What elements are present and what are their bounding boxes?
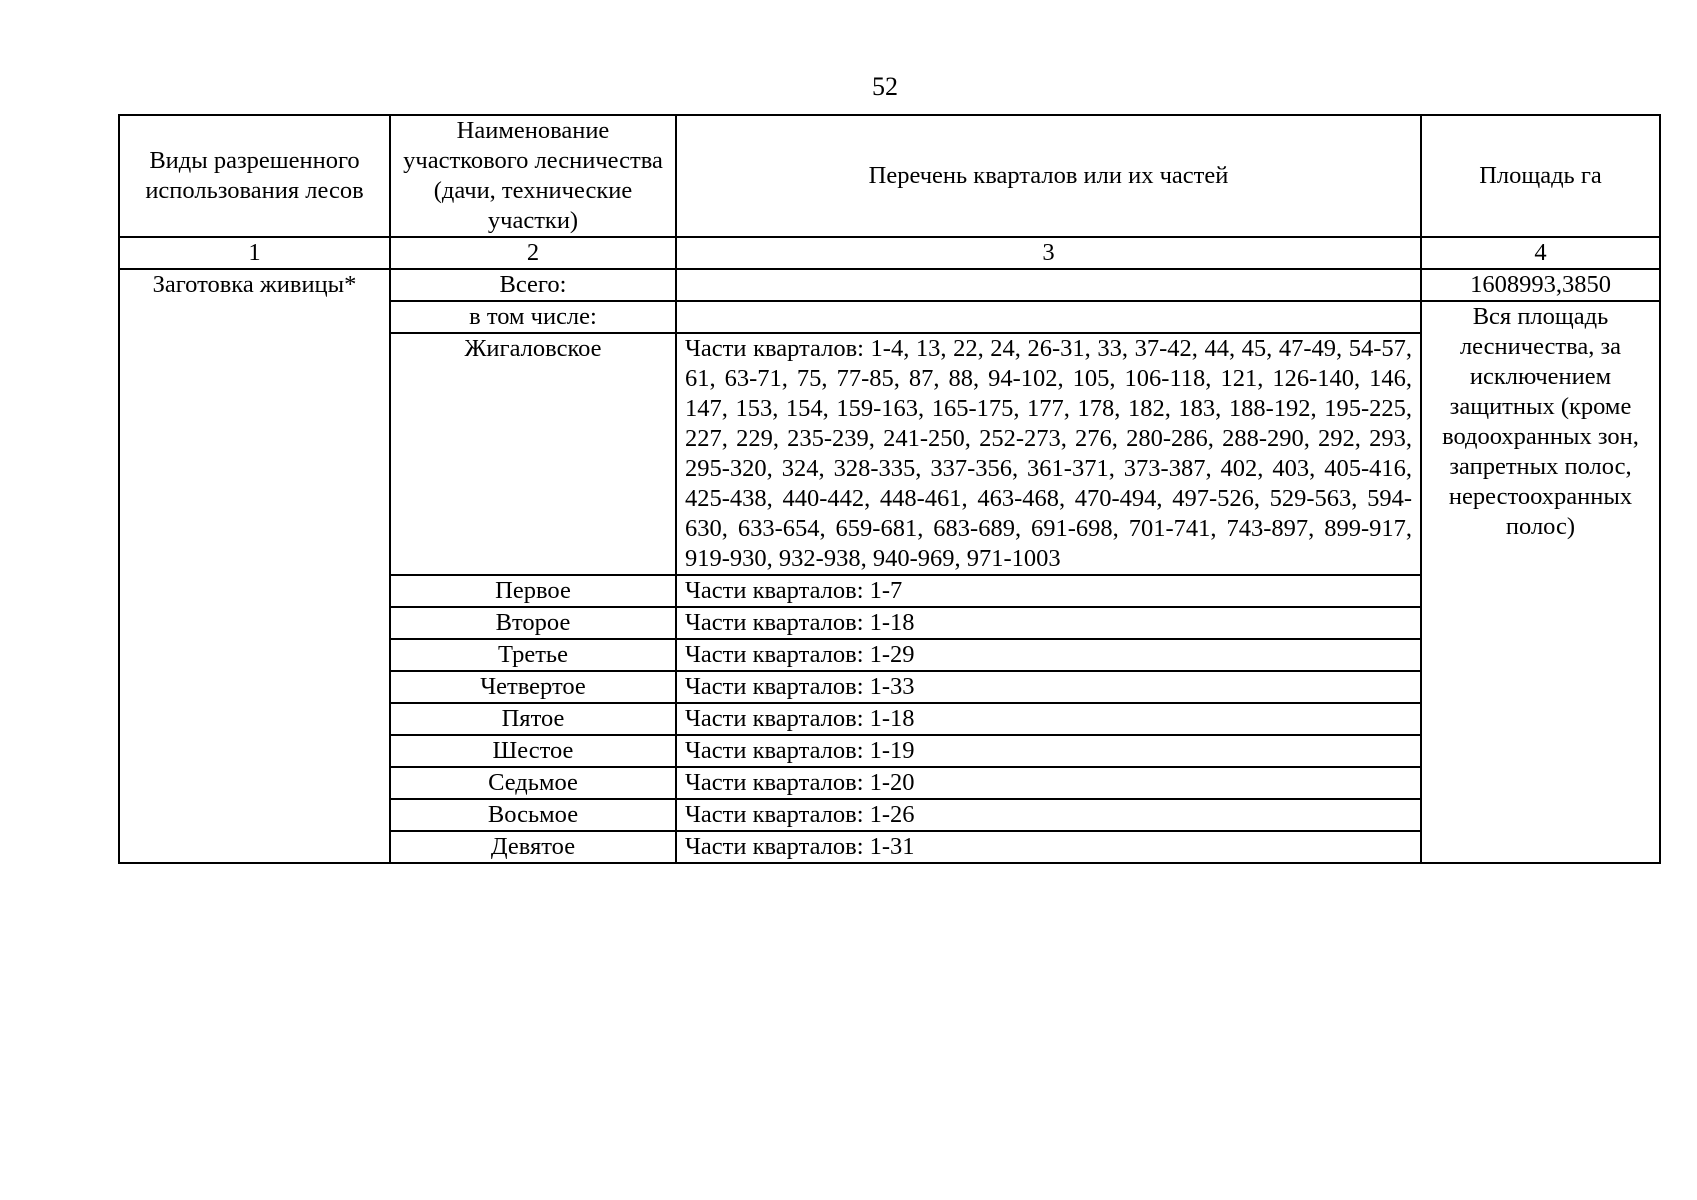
including-label: в том числе: xyxy=(390,301,676,333)
forestry-quarters: Части кварталов: 1-19 xyxy=(676,735,1421,767)
header-forestry-name: Наименование участкового лесничества (дачи, технические участки) xyxy=(390,115,676,237)
forestry-name: Седьмое xyxy=(390,767,676,799)
forestry-name: Пятое xyxy=(390,703,676,735)
forestry-quarters: Части кварталов: 1-7 xyxy=(676,575,1421,607)
column-number-row xyxy=(119,237,1660,269)
forestry-name: Жигаловское xyxy=(390,333,676,575)
column-number: 4 xyxy=(1421,237,1660,269)
forestry-name: Первое xyxy=(390,575,676,607)
column-number: 2 xyxy=(390,237,676,269)
total-area: 1608993,3850 xyxy=(1421,269,1660,301)
forestry-name: Второе xyxy=(390,607,676,639)
header-usage-type: Виды разрешенного использования лесов xyxy=(119,115,390,237)
forestry-name: Третье xyxy=(390,639,676,671)
column-number: 1 xyxy=(119,237,390,269)
header-area: Площадь га xyxy=(1421,115,1660,237)
forestry-name: Девятое xyxy=(390,831,676,863)
forestry-name: Четвертое xyxy=(390,671,676,703)
forestry-quarters: Части кварталов: 1-4, 13, 22, 24, 26-31, 33, 37-42, 44, 45, 47-49, 54-57, 61, 63-71, 75, 77-85, 87, 88, 94-102, 105, 106-118, 121, 126-140, 146, 147, 153, 154, 159-163, 165-175, 177, 178, 182, 183, 188-192, 195-225, 227, 229, 235-239, 241-250, 252-273, 276, 280-286, 288-290, 292, 293, 295-320, 324, 328-335, 337-356, 361-371, 373-387, 402, 403, 405-416, 425-438, 440-442, 448-461, 463-468, 470-494, 497-526, 529-563, 594-630, 633-654, 659-681, 683-689, 691-698, 701-741, 743-897, 899-917, 919-930, 932-938, 940-969, 971-1003 xyxy=(676,333,1421,575)
forestry-quarters: Части кварталов: 1-18 xyxy=(676,607,1421,639)
total-quarters-cell xyxy=(676,269,1421,301)
total-row xyxy=(119,269,1660,301)
page-number: 52 xyxy=(872,72,898,101)
forestry-name: Восьмое xyxy=(390,799,676,831)
forestry-quarters: Части кварталов: 1-29 xyxy=(676,639,1421,671)
forestry-quarters: Части кварталов: 1-31 xyxy=(676,831,1421,863)
forestry-quarters: Части кварталов: 1-20 xyxy=(676,767,1421,799)
forestry-quarters: Части кварталов: 1-33 xyxy=(676,671,1421,703)
forestry-quarters: Части кварталов: 1-26 xyxy=(676,799,1421,831)
forestry-quarters: Части кварталов: 1-18 xyxy=(676,703,1421,735)
header-quarters-list: Перечень кварталов или их частей xyxy=(676,115,1421,237)
including-quarters-cell xyxy=(676,301,1421,333)
forest-use-table xyxy=(118,114,1661,864)
column-number: 3 xyxy=(676,237,1421,269)
table-header-row xyxy=(119,115,1660,237)
usage-type-cell: Заготовка живицы* xyxy=(119,269,390,863)
area-note: Вся площадь лесничества, за исключением защитных (кроме водоохранных зон, запретных полос, нерестоохранных полос) xyxy=(1421,301,1660,863)
forestry-name: Шестое xyxy=(390,735,676,767)
total-label: Всего: xyxy=(390,269,676,301)
